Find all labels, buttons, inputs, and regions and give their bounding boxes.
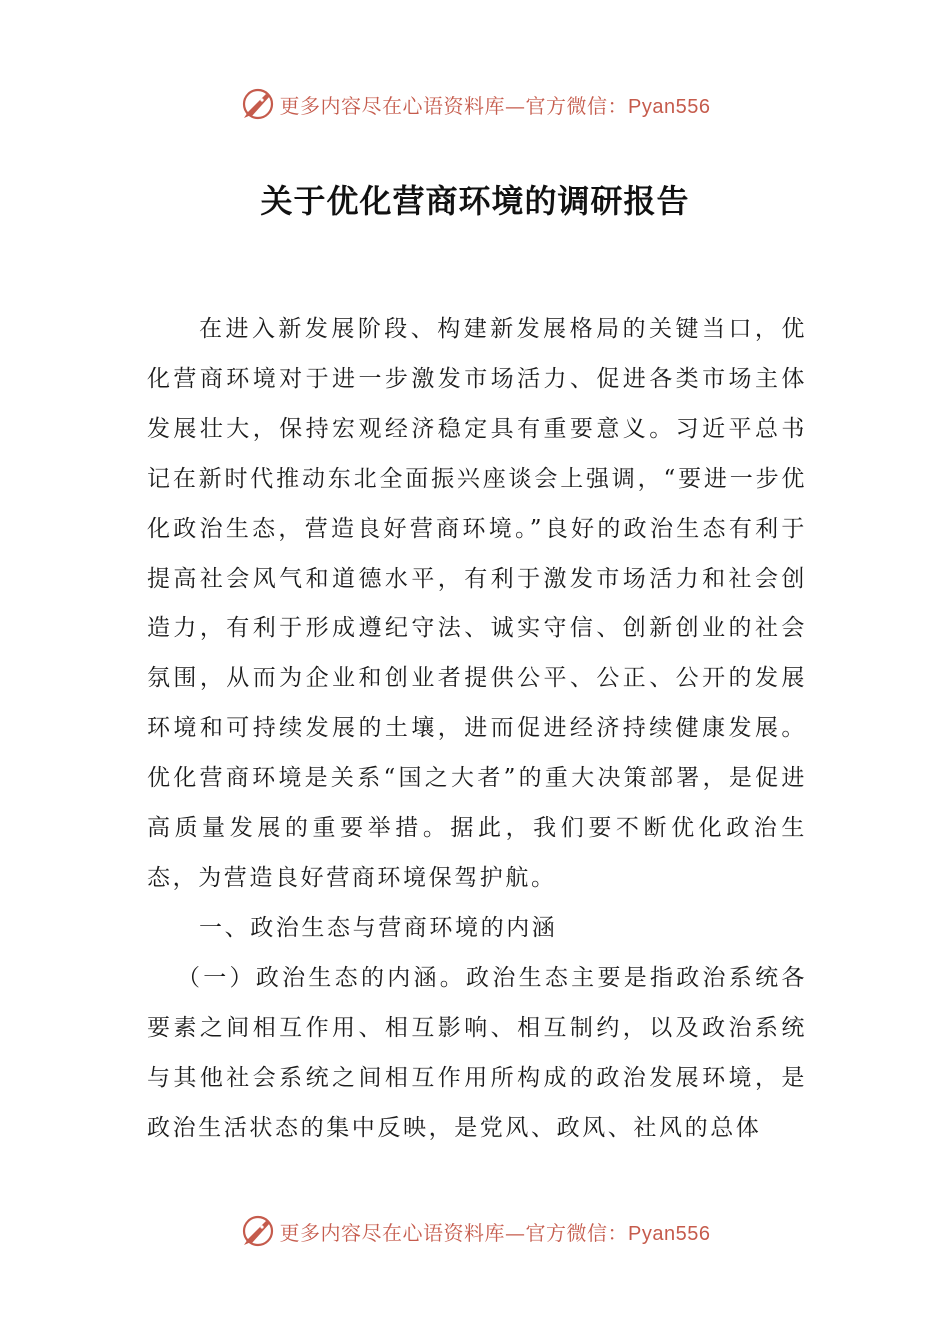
footer-watermark <box>0 1211 950 1251</box>
watermark-text: 更多内容尽在心语资料库—官方微信：Pyan556 <box>279 93 711 118</box>
watermark-text: 更多内容尽在心语资料库—官方微信：Pyan556 <box>279 1220 711 1245</box>
document-title: 关于优化营商环境的调研报告 <box>260 182 690 220</box>
paragraph-subsection: （一）政治生态的内涵。政治生态主要是指政治系统各要素之间相互作用、相互影响、相互制约，以及政治系统与其他社会系统之间相互作用所构成的政治发展环境，是政治生活状态的集中反映，是党风、政风、社风的总体 <box>147 964 807 1141</box>
header-watermark <box>0 84 950 124</box>
pen-nib-circle-icon <box>240 1213 276 1249</box>
document-body <box>147 305 807 1153</box>
paragraph-intro: 在进入新发展阶段、构建新发展格局的关键当口，优化营商环境对于进一步激发市场活力、促进各类市场主体发展壮大，保持宏观经济稳定具有重要意义。习近平总书记在新时代推动东北全面振兴座谈会上强调，“要进一步优化政治生态，营造良好营商环境。”良好的政治生态有利于提高社会风气和道德水平，有利于激发市场活力和社会创造力，有利于形成遵纪守法、诚实守信、创新创业的社会氛围，从而为企业和创业者提供公平、公正、公开的发展环境和可持续发展的土壤，进而促进经济持续健康发展。优化营商环境是关系“国之大者”的重大决策部署，是促进高质量发展的重要举措。据此，我们要不断优化政治生态，为营造良好营商环境保驾护航。 <box>147 316 807 891</box>
pen-nib-circle-icon <box>240 86 276 122</box>
section-heading: 一、政治生态与营商环境的内涵 <box>199 914 558 941</box>
